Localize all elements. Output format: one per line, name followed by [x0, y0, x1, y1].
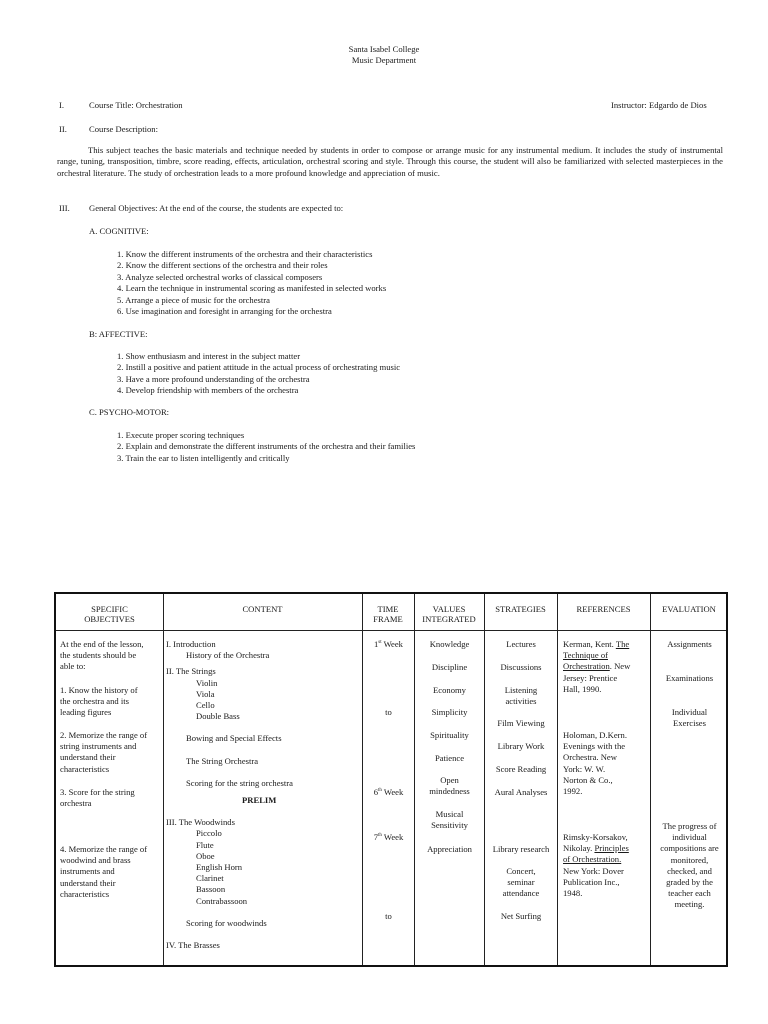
strategy-concert: Concert, seminar attendance [502, 866, 540, 899]
strategy-library-work: Library Work [497, 741, 545, 751]
value-knowledge: Knowledge [429, 639, 470, 649]
objective-1: 1. Know the history of the orchestra and its leading figures [60, 685, 138, 718]
college-name: Santa Isabel College [348, 44, 420, 54]
strategy-aural-analyses: Aural Analyses [494, 787, 548, 797]
value-economy: Economy [433, 685, 466, 695]
list-item: 1. Execute proper scoring techniques [117, 430, 245, 440]
time-to-2: to [385, 911, 392, 921]
header-evaluation: EVALUATION [662, 604, 716, 614]
evaluation-progress: The progress of individual compositions are monitored, checked, and graded by the teacher each meeting. [660, 821, 719, 910]
list-item: 3. Analyze selected orchestral works of classical composers [117, 271, 323, 282]
value-patience: Patience [434, 753, 465, 763]
evaluation-examinations: Examinations [665, 673, 714, 683]
evaluation-assignments: Assignments [667, 639, 712, 649]
list-item: 1. Know the different instruments of the orchestra and their characteristics [117, 249, 373, 259]
affective-list [117, 351, 400, 397]
header-strategies: STRATEGIES [495, 604, 546, 614]
affective-heading: B: AFFECTIVE: [89, 329, 148, 339]
course-plan-table [54, 592, 728, 967]
psychomotor-list [117, 430, 415, 464]
section-number-1: I. [59, 100, 65, 110]
document-header [0, 44, 768, 66]
list-item: 5. Arrange a piece of music for the orchestra [117, 294, 270, 305]
list-item: 2. Know the different sections of the orchestra and their roles [117, 260, 328, 271]
value-appreciation: Appreciation [427, 844, 472, 854]
list-item: 1. Show enthusiasm and interest in the subject matter [117, 351, 301, 361]
psychomotor-heading: C. PSYCHO-MOTOR: [89, 407, 170, 417]
section-number-3: III. [59, 203, 70, 213]
strategy-film-viewing: Film Viewing [497, 718, 545, 728]
header-content: CONTENT [242, 604, 283, 614]
strategy-library-research: Library research [492, 844, 550, 854]
reference-rimsky-korsakov: Rimsky-Korsakov, Nikolay. Principles of Orchestration. New York: Dover Publication Inc., 1948. [563, 832, 629, 899]
value-simplicity: Simplicity [431, 707, 468, 717]
time-week-6: 6th Week [373, 787, 404, 797]
objective-3: 3. Score for the string orchestra [60, 787, 135, 809]
value-musical-sensitivity: Musical Sensitivity [431, 809, 468, 831]
content-column: I. Introduction History of the Orchestra II. The Strings Violin Viola Cello Double Bass Bowing and Special Effects The String Orchestra Scoring for the string orchestra PRELIM III. The Woodwinds Piccolo Flute Oboe English Horn Clarinet Bassoon Contrabassoon Scoring for woodwinds IV. The Brasses [166, 639, 293, 951]
list-item: 2. Instill a positive and patient attitude in the actual process of orchestrating music [117, 362, 401, 373]
value-spirituality: Spirituality [430, 730, 469, 740]
general-objectives-label: General Objectives: At the end of the course, the students are expected to: [89, 203, 344, 213]
value-open-mindedness: Open mindedness [429, 775, 470, 797]
evaluation-individual-exercises: Individual Exercises [671, 707, 708, 729]
list-item: 3. Train the ear to listen intelligently and critically [117, 452, 290, 463]
cognitive-heading: A. COGNITIVE: [89, 226, 149, 236]
header-time-frame: TIME FRAME [373, 604, 403, 624]
header-specific-objectives: SPECIFIC OBJECTIVES [84, 604, 135, 624]
objectives-intro: At the end of the lesson, the students should be able to: [60, 639, 144, 672]
reference-holoman: Holoman, D.Kern. Evenings with the Orchestra. New York: W. W. Norton & Co., 1992. [563, 730, 627, 797]
strategy-discussions: Discussions [500, 662, 542, 672]
strategy-listening: Listening activities [504, 685, 538, 707]
header-references: REFERENCES [576, 604, 631, 614]
time-week-1: 1st Week [374, 639, 403, 649]
section-number-2: II. [59, 124, 67, 134]
reference-kerman: Kerman, Kent. The Technique of Orchestration. New Jersey: Prentice Hall, 1990. [563, 639, 631, 694]
course-description-label: Course Description: [89, 124, 158, 134]
objective-2: 2. Memorize the range of string instruments and understand their characteristics [60, 730, 148, 774]
objective-4: 4. Memorize the range of woodwind and brass instruments and understand their characteristics [60, 844, 148, 899]
course-description-text: This subject teaches the basic materials and technique needed by students in order to compose or arrange music for any instrumental medium. It includes the study of instrumental range, tuning, transposition, timbre, score reading, effects, articulation, orchestral scoring and style. Through this course, the student will also be familiarized with selected masterpieces in the orchestral literature. The study of orchestration leads to a more profound knowledge and appreciation of music. [57, 145, 723, 178]
strategy-lectures: Lectures [506, 639, 536, 649]
strategy-net-surfing: Net Surfing [500, 911, 542, 921]
header-values-integrated: VALUES INTEGRATED [422, 604, 476, 624]
strategy-score-reading: Score Reading [495, 764, 547, 774]
list-item: 4. Develop friendship with members of the orchestra [117, 385, 299, 396]
course-title: Course Title: Orchestration [89, 100, 183, 110]
time-week-7: 7th Week [373, 832, 404, 842]
list-item: 6. Use imagination and foresight in arranging for the orchestra [117, 306, 332, 317]
instructor: Instructor: Edgardo de Dios [611, 100, 707, 110]
list-item: 2. Explain and demonstrate the different instruments of the orchestra and their families [117, 441, 416, 452]
list-item: 4. Learn the technique in instrumental scoring as manifested in selected works [117, 283, 387, 294]
time-to-1: to [385, 707, 392, 717]
list-item: 3. Have a more profound understanding of the orchestra [117, 373, 310, 384]
value-discipline: Discipline [431, 662, 468, 672]
department-name: Music Department [351, 55, 417, 65]
cognitive-list [117, 249, 386, 317]
